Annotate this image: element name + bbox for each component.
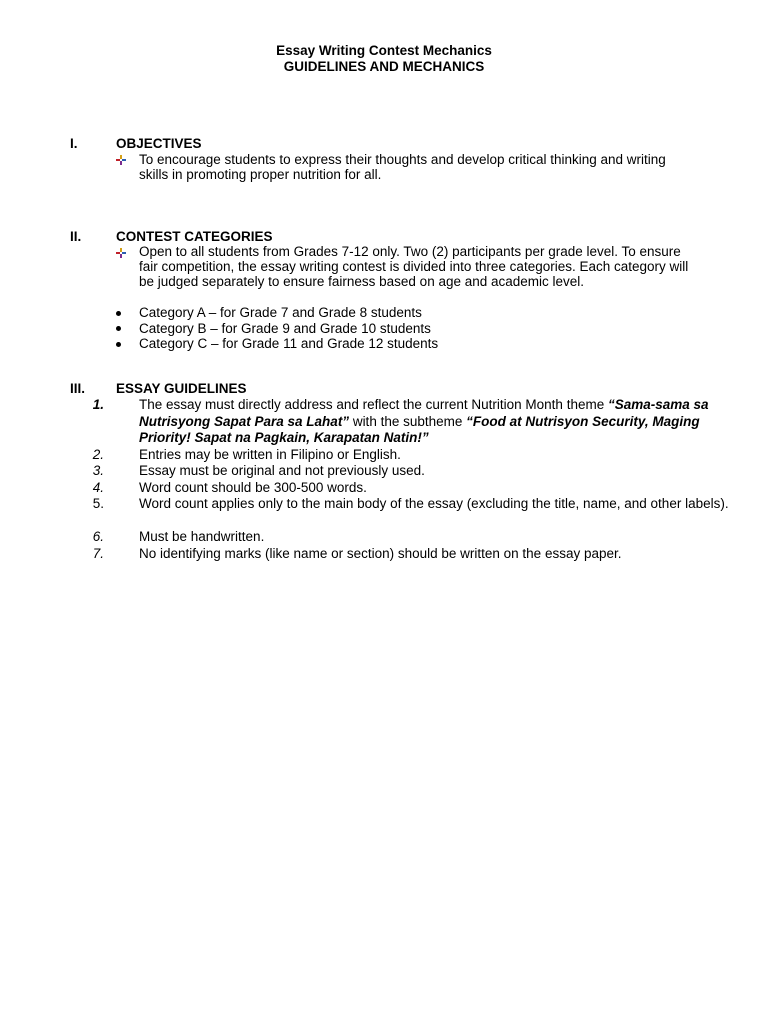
section-heading-guidelines: ESSAY GUIDELINES <box>116 381 247 396</box>
section-number-1: I. <box>70 136 78 151</box>
objectives-text-line-1: To encourage students to express their thoughts and develop critical thinking and writing <box>139 152 666 167</box>
arrow-bullet-icon <box>116 155 126 165</box>
document-subtitle: GUIDELINES AND MECHANICS <box>283 59 485 74</box>
objectives-text-line-2: skills in promoting proper nutrition for all. <box>139 167 382 182</box>
guideline-item: Word count applies only to the main body of the essay (excluding the title, name, and other labels). <box>139 496 729 511</box>
list-number: 1. <box>92 397 104 412</box>
theme-title: “Sama-sama sa Nutrisyong Sapat Para sa Lahat” <box>139 397 709 429</box>
list-number: 7. <box>92 546 104 561</box>
category-item: Category C – for Grade 11 and Grade 12 students <box>139 336 439 351</box>
categories-text-line-2: fair competition, the essay writing contest is divided into three categories. Each category will <box>139 259 689 274</box>
section-heading-objectives: OBJECTIVES <box>116 136 202 151</box>
list-number: 4. <box>92 480 104 495</box>
guideline-item: Word count should be 300-500 words. <box>139 480 367 495</box>
list-number: 3. <box>92 463 104 478</box>
guideline-item: Essay must be original and not previously used. <box>139 463 425 478</box>
guideline-text: The essay must directly address and reflect the current Nutrition Month theme <box>139 397 608 412</box>
list-number: 5. <box>92 496 104 511</box>
categories-text-line-1: Open to all students from Grades 7-12 only. Two (2) participants per grade level. To ensure <box>139 244 681 259</box>
section-heading-categories: CONTEST CATEGORIES <box>116 229 273 244</box>
document-title: Essay Writing Contest Mechanics <box>276 43 492 58</box>
list-number: 2. <box>92 447 104 462</box>
bullet-icon <box>116 326 121 331</box>
bullet-icon <box>116 311 121 316</box>
category-item: Category A – for Grade 7 and Grade 8 students <box>139 305 422 320</box>
guideline-item: Entries may be written in Filipino or English. <box>139 447 401 462</box>
list-number: 6. <box>92 529 104 544</box>
guideline-text: with the subtheme <box>349 413 467 429</box>
guideline-item: No identifying marks (like name or section) should be written on the essay paper. <box>139 546 622 561</box>
guideline-item: Must be handwritten. <box>139 529 265 544</box>
section-number-2: II. <box>70 229 82 244</box>
category-item: Category B – for Grade 9 and Grade 10 students <box>139 321 431 336</box>
arrow-bullet-icon <box>116 248 126 258</box>
bullet-icon <box>116 342 121 347</box>
section-number-3: III. <box>70 381 86 396</box>
subtheme-title: “Food at Nutrisyon Security, Maging Priority! Sapat na Pagkain, Karapatan Natin!” <box>139 413 700 445</box>
categories-text-line-3: be judged separately to ensure fairness based on age and academic level. <box>139 274 585 289</box>
guideline-item-theme <box>139 397 729 447</box>
